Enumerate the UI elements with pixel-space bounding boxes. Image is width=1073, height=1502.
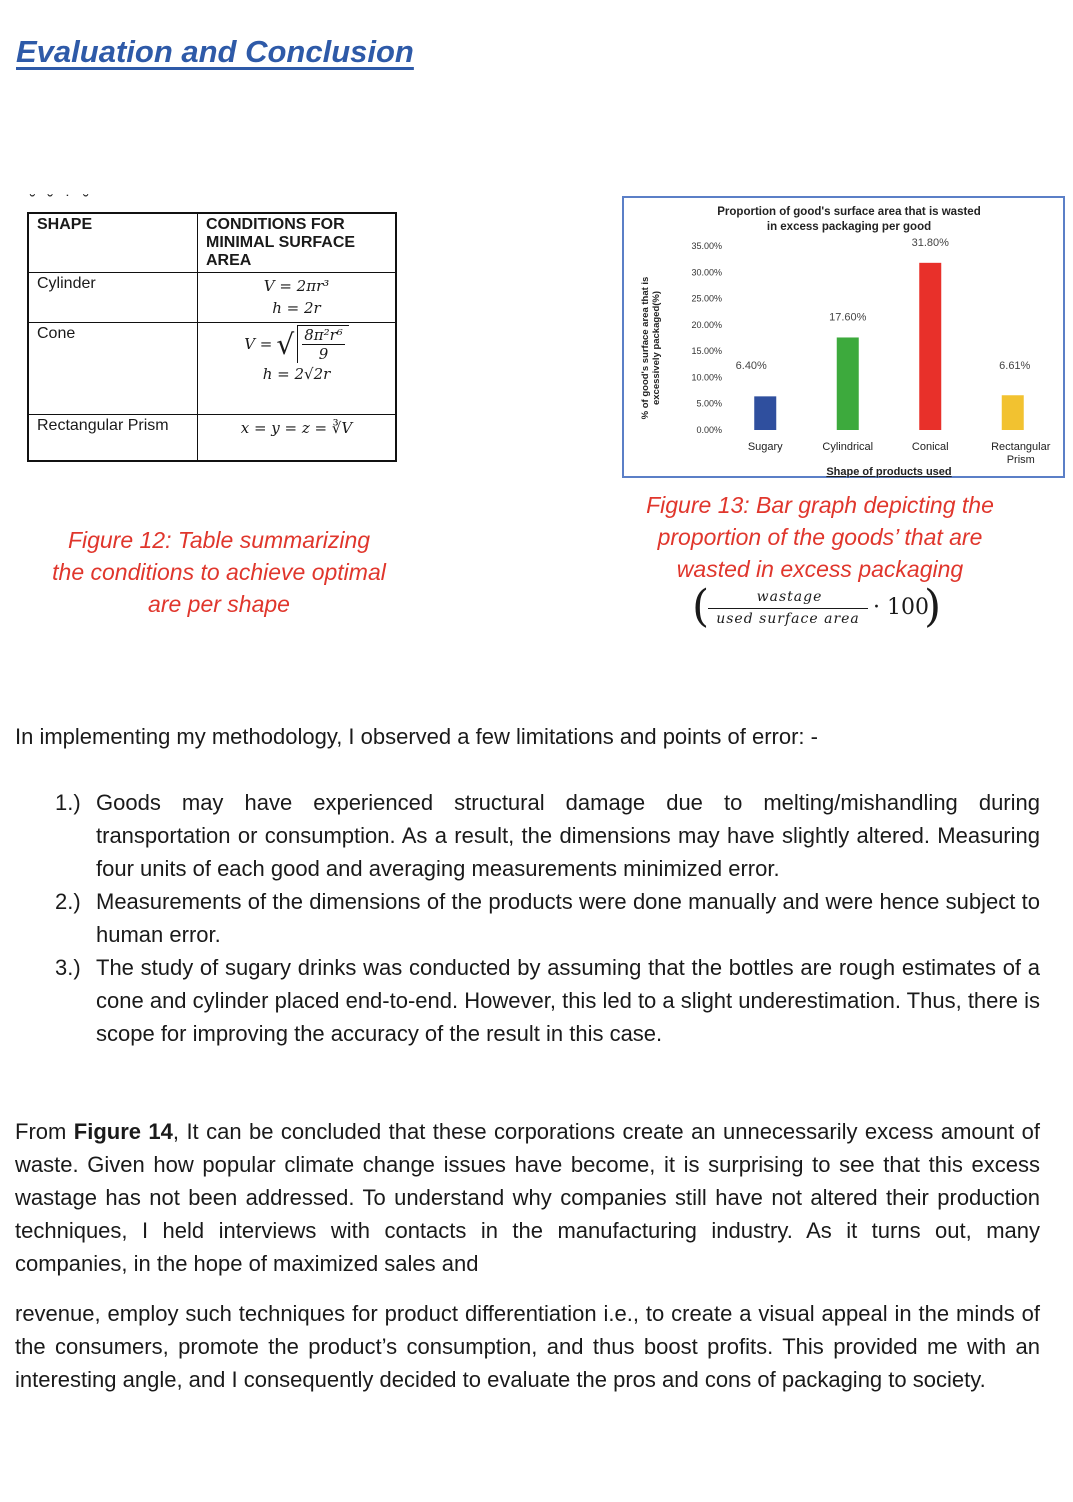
x-tick-label: Conical [911,441,949,453]
table-cell-conditions [198,323,397,415]
list-item-number: 1.) [55,790,81,815]
y-tick-label: 5.00% [696,398,722,409]
conclusion-lead: From [15,1119,74,1144]
limitations-intro: In implementing my methodology, I observed a few limitations and points of error: - [15,724,818,749]
y-tick-label: 10.00% [691,372,722,383]
condition-formula: V = [244,335,273,353]
condition-formula: x = y = z = ∛V [240,419,353,437]
list-item [55,786,1040,885]
y-tick-label: 35.00% [691,241,722,251]
y-tick-label: 25.00% [691,293,722,304]
right-paren-icon: ) [924,581,942,632]
x-tick-label: Prism [1006,454,1035,466]
radical-fraction [297,325,349,363]
data-label: 31.80% [911,236,949,249]
fraction-denominator: 9 [318,345,329,363]
x-tick-label: Sugary [747,441,783,453]
formula-multiplier: · 100 [873,595,929,620]
bar-chart-frame [622,196,1065,478]
data-label: 17.60% [829,311,867,324]
table-header-conditions: CONDITIONS FOR MINIMAL SURFACE AREA [198,213,397,273]
bar [837,337,859,430]
list-item-text: The study of sugary drinks was conducted by assuming that the bottles are rough estimates of a cone and cylinder placed end-to-end. However, this led to a slight underestimation. Thus, there is scope for improving the accuracy of the result in this case. [96,955,1040,1046]
y-axis-label-line: % of good's surface area that is [640,276,651,420]
condition-formula: h = 2r [272,299,321,317]
conclusion-paragraph-2: revenue, employ such techniques for product differentiation i.e., to create a visual appeal in the minds of the consumers, promote the product’s consumption, and thus boost profits. This provided me with an interesting angle, and I consequently decided to evaluate the pros and cons of packaging to society. [15,1301,1040,1392]
y-tick-label: 0.00% [696,425,722,435]
data-label: 6.61% [999,360,1031,373]
table-cell-shape: Rectangular Prism [28,415,198,461]
y-tick-label: 15.00% [691,346,722,357]
conclusion-paragraph [15,1115,1040,1280]
condition-formula: V = 2πr³ [263,277,330,295]
list-item [55,951,1040,1050]
table-header-shape: SHAPE [28,213,198,273]
figure-12-caption: Figure 12: Table summarizing the conditions to achieve optimal are per shape [52,527,386,617]
y-tick-label: 20.00% [691,319,722,330]
conclusion-body: , It can be concluded that these corporations create an unnecessarily excess amount of waste. Given how popular climate change issues have become, it is surprising to see that this excess wastage has not been addressed. To understand why companies still have not altered their production techniques, I held interviews with contacts in the manufacturing industry. As it turns out, many companies, in the hope of maximized sales and [15,1119,1040,1276]
figure-14-reference: Figure 14 [73,1119,173,1144]
fraction-numerator: 8π²r⁶ [304,326,343,344]
list-item [55,885,1040,951]
list-item-text: Goods may have experienced structural damage due to melting/mishandling during transportation or consumption. As a result, the dimensions may have slightly altered. Measuring four units of each good and averaging measurements minimized error. [96,790,1040,881]
list-item-number: 3.) [55,955,81,980]
figure-13-caption: Figure 13: Bar graph depicting the proportion of the goods’ that are wasted in excess packaging [646,492,994,582]
table-cell-conditions [198,415,397,461]
formula-numerator: wastage [756,589,823,605]
table-cell-shape: Cylinder [28,273,198,323]
y-axis-label-line: excessively packaged(%) [651,290,662,406]
list-item-number: 2.) [55,889,81,914]
list-item-text: Measurements of the dimensions of the products were done manually and were hence subject to human error. [96,889,1040,947]
conditions-table [27,212,397,462]
chart-title-line: in excess packaging per good [766,221,932,233]
data-label: 6.40% [735,360,767,373]
table-row [28,415,396,461]
x-axis-label: Shape of products used [826,466,952,478]
table-row [28,323,396,415]
formula-denominator: used surface area [716,611,860,627]
bar [919,263,941,430]
y-tick-label: 30.00% [691,267,722,278]
bar-chart [624,198,1065,478]
table-row [28,273,396,323]
table-cell-shape: Cone [28,323,198,415]
decorative-dots: ˘ ˘ ˙ ˘ [30,193,93,210]
table-header-row [28,213,396,273]
chart-title-line: Proportion of good's surface area that is wasted [717,206,981,218]
limitations-list [55,786,1040,1050]
x-tick-label: Cylindrical [822,441,874,453]
wastage-formula [692,581,948,635]
radical-sign-icon: √ [276,327,295,361]
bar [754,396,776,430]
fraction-bar [708,608,868,609]
x-tick-label: Rectangular [991,441,1051,453]
cone-volume-formula [244,325,349,363]
bar [1002,395,1024,430]
condition-formula: h = 2√2r [262,365,331,383]
table-cell-conditions [198,273,397,323]
page-title: Evaluation and Conclusion [16,34,414,69]
left-paren-icon: ( [692,581,710,632]
